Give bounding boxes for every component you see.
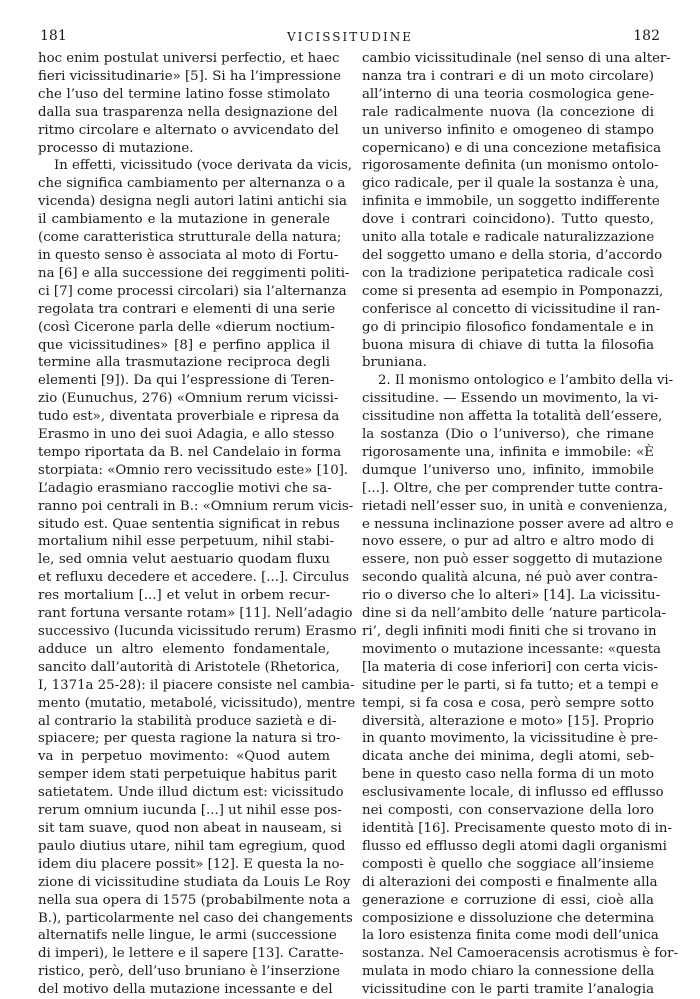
- text-line: nanza tra i contrari e di un moto circolare): [362, 68, 654, 84]
- text-line: In effetti, vicissitudo (voce derivata da vicis,: [54, 158, 352, 174]
- text-line: zione di vicissitudine studiata da Louis Le Roy: [38, 874, 351, 890]
- text-line: il cambiamento e la mutazione in generale: [38, 212, 330, 228]
- text-line: dine si da nell’ambito delle ‘nature particola-: [362, 606, 667, 622]
- text-line: che significa cambiamento per alternanza o a: [38, 176, 346, 192]
- text-line: composizione e dissoluzione che determina: [362, 910, 655, 926]
- text-line: rigorosamente definita (un monismo ontolo-: [362, 158, 659, 174]
- text-line: dicata anche dei minima, degli atomi, seb-: [362, 749, 654, 765]
- text-line: 2. Il monismo ontologico e l’ambito della vi-: [378, 373, 674, 389]
- text-line: situdine per le parti, si fa tutto; et a tempi e: [362, 677, 659, 693]
- text-line: in quanto movimento, la vicissitudine è pre-: [362, 731, 658, 747]
- text-line: B.), particolarmente nel caso dei changements: [38, 910, 353, 926]
- text-line: nei composti, con conservazione della loro: [362, 803, 654, 819]
- text-line: gico radicale, per il quale la sostanza è una,: [362, 176, 659, 192]
- text-line: cissitudine. — Essendo un movimento, la vi-: [362, 391, 659, 407]
- text-line: le, sed omnia velut aestuario quodam fluxu: [38, 552, 330, 568]
- text-line: in questo senso è associata al moto di Fortu-: [38, 247, 339, 263]
- right-column: [362, 50, 678, 999]
- text-line: tudo est», diventata proverbiale e ripresa da: [38, 409, 340, 425]
- text-line: L’adagio erasmiano raccoglie motivi che sa-: [38, 480, 332, 496]
- text-line: rale radicalmente nuova (la concezione di: [362, 104, 654, 120]
- text-line: diversità, alterazione e moto» [15]. Proprio: [362, 713, 654, 729]
- text-line: tempi, si fa cosa e cosa, però sempre sotto: [362, 695, 654, 711]
- text-line: movimento o mutazione incessante: «questa: [362, 641, 661, 657]
- text-line: generazione e corruzione di essi, cioè alla: [362, 892, 654, 908]
- running-title: VICISSITUDINE: [286, 30, 414, 44]
- text-line: na [6] e alla successione dei reggimenti politi-: [38, 265, 350, 281]
- text-line: flusso ed efflusso degli atomi dagli organismi: [362, 838, 667, 854]
- text-line: adduce un altro elemento fondamentale,: [38, 641, 330, 657]
- text-line: mulata in modo chiaro la connessione della: [362, 964, 655, 980]
- text-line: identità [16]. Precisamente questo moto di in-: [362, 820, 672, 836]
- text-line: res mortalium [...] et velut in orbem recur-: [38, 588, 330, 604]
- text-line: fieri vicissitudinarie» [5]. Si ha l’impressione: [38, 68, 341, 84]
- text-line: successivo (Iucunda vicissitudo rerum) Erasmo: [38, 624, 357, 639]
- text-line: bene in questo caso nella forma di un moto: [362, 767, 654, 783]
- text-line: buona misura di chiave di tutta la filosofia: [362, 337, 654, 353]
- text-line: rant fortuna versante rotam» [11]. Nell’adagio: [38, 606, 353, 622]
- text-line: que vicissitudines» [8] e perfino applica il: [38, 337, 330, 353]
- text-line: rietadi nell’esser suo, in unità e convenienza,: [362, 498, 668, 514]
- text-line: elementi [9]). Da qui l’espressione di Teren-: [38, 373, 335, 389]
- text-line: [la materia di cose inferiori] con certa vicis-: [362, 659, 658, 675]
- text-line: del soggetto umano e della storia, d’accordo: [362, 247, 663, 263]
- text-line: cissitudine non affetta la totalità dell’essere,: [362, 409, 663, 425]
- page-number-left: 181: [40, 28, 67, 44]
- text-line: unito alla totale e radicale naturalizzazione: [362, 230, 655, 246]
- text-line: et refluxu decedere et accedere. [...]. Circulus: [38, 570, 350, 586]
- text-line: [...]. Oltre, che per comprender tutte contra-: [362, 480, 663, 496]
- text-line: dumque l’universo uno, infinito, immobile: [362, 462, 654, 478]
- text-line: rerum omnium iucunda [...] ut nihil esse pos-: [38, 803, 342, 819]
- text-line: vicenda) designa negli autori latini antichi sia: [38, 194, 347, 210]
- text-line: ristico, però, dell’uso bruniano è l’inserzione: [38, 964, 340, 980]
- text-line: processo di mutazione.: [38, 140, 194, 156]
- text-line: alternatifs nelle lingue, le armi (successione: [38, 928, 337, 944]
- text-line: hoc enim postulat universi perfectio, et haec: [38, 51, 340, 66]
- text-line: (così Cicerone parla delle «dierum noctium-: [38, 319, 335, 335]
- text-line: di imperi), le lettere e il sapere [13]. Caratte-: [38, 946, 344, 962]
- text-line: situdo est. Quae sententia significat in rebus: [38, 516, 340, 532]
- text-line: sit tam suave, quod non abeat in nauseam, si: [38, 820, 342, 836]
- text-line: ci [7] come processi circolari) sia l’alternanza: [38, 283, 347, 299]
- text-line: essere, non può esser soggetto di mutazione: [362, 552, 663, 568]
- text-line: mento (mutatio, metabolé, vicissitudo), mentre: [38, 695, 356, 711]
- left-column: [38, 50, 357, 999]
- text-line: rigorosamente una, infinita e immobile: «È: [362, 444, 654, 460]
- text-line: che l’uso del termine latino fosse stimolato: [38, 86, 330, 102]
- text-line: composti è quello che soggiace all’insieme: [362, 856, 654, 872]
- page-number-right: 182: [633, 28, 660, 44]
- text-line: all’interno di una teoria cosmologica gene-: [362, 86, 654, 102]
- text-line: al contrario la stabilità produce sazietà e di-: [38, 713, 337, 729]
- text-line: spiacere; per questa ragione la natura si tro-: [38, 731, 341, 747]
- text-line: e nessuna inclinazione posser avere ad altro e: [362, 516, 674, 532]
- text-line: idem diu placere possit» [12]. E questa la no-: [38, 856, 345, 872]
- text-line: del motivo della mutazione incessante e del: [38, 982, 333, 998]
- text-line: sostanza. Nel Camoeracensis acrotismus è for-: [362, 946, 678, 962]
- text-line: la loro esistenza finita come modi dell’unica: [362, 928, 659, 944]
- text-line: go di principio filosofico fondamentale e in: [362, 319, 654, 335]
- text-line: come si presenta ad esempio in Pomponazzi,: [362, 283, 664, 299]
- text-line: I, 1371a 25-28): il piacere consiste nel cambia-: [38, 677, 355, 693]
- text-line: con la tradizione peripatetica radicale così: [362, 265, 654, 281]
- text-line: ri’, degli infiniti modi finiti che si trovano in: [362, 624, 657, 639]
- text-line: ritmo circolare e alternato o avvicendato del: [38, 122, 339, 138]
- text-line: un universo infinito e omogeneo di stampo: [362, 122, 654, 138]
- text-line: la sostanza (Dio o l’universo), che rimane: [362, 427, 654, 443]
- text-line: novo essere, o pur ad altro e altro modo di: [362, 534, 654, 550]
- text-line: vicissitudine con le parti tramite l’analogia: [362, 982, 654, 998]
- text-line: (come caratteristica strutturale della natura;: [38, 230, 342, 246]
- text-line: paulo diutius utare, nihil tam egregium, quod: [38, 838, 346, 854]
- text-line: sancito dall’autorità di Aristotele (Rhetorica,: [38, 659, 340, 675]
- text-line: esclusivamente locale, di influsso ed efflusso: [362, 785, 664, 801]
- text-line: va in perpetuo movimento: «Quod autem: [38, 749, 330, 765]
- text-line: tempo riportata da B. nel Candelaio in forma: [38, 444, 342, 460]
- text-line: semper idem stati perpetuique habitus parit: [38, 767, 337, 783]
- text-line: infinita e immobile, un soggetto indifferente: [362, 194, 660, 210]
- text-line: zio (Eunuchus, 276) «Omnium rerum vicissi-: [38, 391, 339, 407]
- text-line: regolata tra contrari e elementi di una serie: [38, 301, 336, 317]
- text-line: ranno poi centrali in B.: «Omnium rerum vicis-: [38, 498, 354, 514]
- text-line: termine alla trasmutazione reciproca degli: [38, 355, 330, 371]
- text-line: secondo qualità alcuna, né può aver contra-: [362, 570, 658, 586]
- text-line: nella sua opera di 1575 (probabilmente nota a: [38, 892, 351, 908]
- text-line: di alterazioni dei composti e finalmente alla: [362, 874, 658, 890]
- text-line: Erasmo in uno dei suoi Adagia, e allo stesso: [38, 427, 335, 443]
- text-line: rio o diverso che lo alteri» [14]. La vicissitu-: [362, 588, 661, 604]
- text-line: cambio vicissitudinale (nel senso di una alter-: [362, 51, 671, 66]
- text-line: copernicano) e di una concezione metafisica: [362, 140, 662, 156]
- text-line: conferisce al concetto di vicissitudine il ran-: [362, 301, 661, 317]
- text-line: satietatem. Unde illud dictum est: vicissitudo: [38, 785, 344, 801]
- text-line: bruniana.: [362, 355, 427, 371]
- text-line: mortalium nihil esse perpetuum, nihil stabi-: [38, 534, 334, 550]
- running-header: [0, 28, 700, 48]
- text-line: dalla sua trasparenza nella designazione del: [38, 104, 338, 120]
- text-line: dove i contrari coincidono). Tutto questo,: [362, 212, 654, 228]
- text-line: storpiata: «Omnio rero vecissitudo este» [10].: [38, 462, 349, 478]
